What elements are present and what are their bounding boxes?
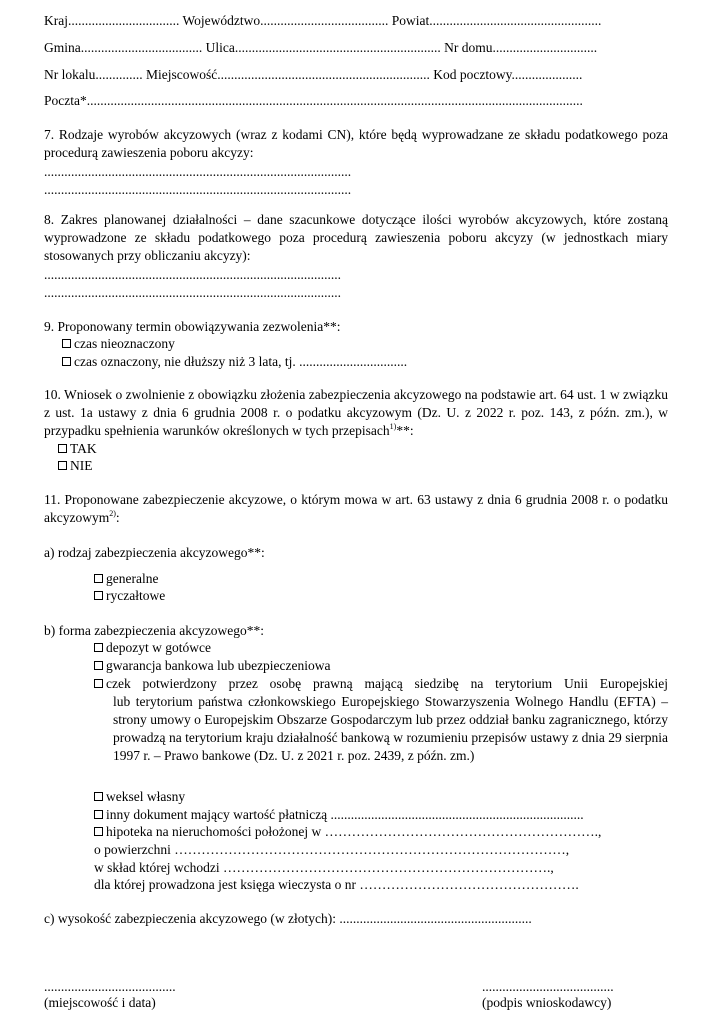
footnote-ref-1: 1) — [389, 422, 397, 431]
option-label: czas nieoznaczony — [74, 336, 175, 351]
address-row-street[interactable]: Gmina.................................... Ulica............................................................. Nr domu............................... — [44, 40, 598, 55]
section-11a-option-flat[interactable] — [94, 587, 165, 605]
option-label: czas oznaczony, nie dłuższy niż 3 lata, tj. ................................ — [74, 354, 408, 369]
address-row-country[interactable]: Kraj................................. Województwo...................................... Powiat................................................... — [44, 13, 602, 28]
section-11-body: 11. Proponowane zabezpieczenie akcyzowe, o którym mowa w art. 63 ustawy z dnia 6 grudnia 2008 r. o podatku akcyzowym — [44, 492, 668, 525]
section-9-option-indefinite[interactable] — [62, 335, 175, 353]
section-11b-label: b) forma zabezpieczenia akcyzowego**: — [44, 623, 265, 638]
signature-field[interactable]: ....................................... — [482, 979, 614, 994]
section-8-field-1[interactable]: ........................................................................................ — [44, 267, 341, 282]
place-date-field[interactable]: ....................................... — [44, 979, 176, 994]
section-11-text — [44, 491, 668, 527]
section-10-option-yes[interactable] — [58, 440, 97, 458]
option-label: ryczałtowe — [106, 588, 166, 603]
option-label: depozyt w gotówce — [106, 640, 211, 655]
empty-checkbox-icon[interactable] — [58, 461, 67, 470]
section-7-field-1[interactable]: ........................................................................................... — [44, 164, 352, 179]
empty-checkbox-icon[interactable] — [94, 827, 103, 836]
empty-checkbox-icon[interactable] — [94, 574, 103, 583]
section-10-text — [44, 386, 668, 440]
section-11a-label: a) rodzaj zabezpieczenia akcyzowego**: — [44, 545, 265, 560]
section-10-option-no[interactable] — [58, 457, 93, 475]
option-label: generalne — [106, 571, 159, 586]
option-label: czek potwierdzony przez osobę prawną mającą siedzibę na terytorium Unii Europejskiej — [106, 676, 668, 691]
option-label: weksel własny — [106, 789, 186, 804]
section-11b-option-mortgage[interactable] — [94, 823, 601, 841]
empty-checkbox-icon[interactable] — [94, 810, 103, 819]
section-11b-option-cheque[interactable] — [94, 675, 668, 693]
mortgage-land-register-field[interactable]: dla której prowadzona jest księga wieczysta o nr …………………………………………. — [94, 877, 579, 892]
section-11b-option-other-document[interactable] — [94, 806, 584, 824]
section-8-text: 8. Zakres planowanej działalności – dane szacunkowe dotyczące ilości wyrobów akcyzowych, które zostaną wyprowadzone ze składu podatkowego poza procedurą zawieszenia poboru akcyzy (w jednostkach miary stosowanych przy obliczaniu akcyzy): — [44, 212, 668, 263]
section-11b-option-cash[interactable] — [94, 639, 211, 657]
option-label: inny dokument mający wartość płatniczą ........................................................................... — [106, 807, 584, 822]
place-date-label: (miejscowość i data) — [44, 995, 156, 1010]
footnote-ref-2: 2) — [109, 509, 116, 518]
address-row-locality[interactable]: Nr lokalu.............. Miejscowość............................................................... Kod pocztowy..................... — [44, 67, 583, 82]
empty-checkbox-icon[interactable] — [62, 357, 71, 366]
section-11c-amount-field[interactable]: c) wysokość zabezpieczenia akcyzowego (w złotych): ......................................................... — [44, 911, 532, 926]
section-10-body: 10. Wniosek o zwolnienie z obowiązku złożenia zabezpieczenia akcyzowego na podstawie art. 64 ust. 1 w związku z ust. 1a ustawy z dnia 6 grudnia 2008 r. o podatku akcyzowym (Dz. U. z 2022 r. poz. 143, z późn. zm.), w przypadku spełnienia warunków określonych w tych przepisach — [44, 387, 668, 438]
empty-checkbox-icon[interactable] — [94, 679, 103, 688]
option-label: gwarancja bankowa lub ubezpieczeniowa — [106, 658, 331, 673]
mortgage-land-field[interactable]: w skład której wchodzi ………………………………………………………………., — [94, 860, 554, 875]
empty-checkbox-icon[interactable] — [94, 591, 103, 600]
empty-checkbox-icon[interactable] — [94, 661, 103, 670]
section-11b-option-promissory-note[interactable] — [94, 788, 185, 806]
section-11b-option-cheque-details: lub terytorium państwa członkowskiego Europejskiego Stowarzyszenia Wolnego Handlu (EFTA) – strony umowy o Europejskim Obszarze Gospodarczym lub przez oddział banku zagranicznego, którzy prowadzą na terytorium kraju działalność bankową w rozumieniu przepisów ustawy z dnia 29 sierpnia 1997 r. – Prawo bankowe (Dz. U. z 2021 r. poz. 2439, z późn. zm.) — [113, 694, 668, 763]
section-11b-option-guarantee[interactable] — [94, 657, 331, 675]
section-8-field-2[interactable]: ........................................................................................ — [44, 285, 341, 300]
empty-checkbox-icon[interactable] — [58, 444, 67, 453]
section-11a-option-general[interactable] — [94, 570, 158, 588]
section-11-suffix: : — [115, 510, 120, 525]
empty-checkbox-icon[interactable] — [94, 643, 103, 652]
signature-label: (podpis wnioskodawcy) — [482, 995, 612, 1010]
section-7-field-2[interactable]: ........................................................................................... — [44, 182, 352, 197]
empty-checkbox-icon[interactable] — [94, 792, 103, 801]
option-label: TAK — [70, 441, 97, 456]
empty-checkbox-icon[interactable] — [62, 339, 71, 348]
section-9-text: 9. Proponowany termin obowiązywania zezwolenia**: — [44, 319, 341, 334]
section-9-option-definite[interactable] — [62, 353, 407, 371]
option-label: NIE — [70, 458, 93, 473]
section-10-suffix: **: — [396, 423, 414, 438]
option-label: hipoteka na nieruchomości położonej w ……………………………………………………., — [106, 824, 602, 839]
address-row-post[interactable]: Poczta*................................................................................................................................................... — [44, 93, 583, 108]
mortgage-area-field[interactable]: o powierzchni ……………………………………………………………………………, — [94, 842, 570, 857]
section-7-text: 7. Rodzaje wyrobów akcyzowych (wraz z kodami CN), które będą wyprowadzane ze składu podatkowego poza procedurą zawieszenia poboru akcyzy: — [44, 127, 668, 160]
